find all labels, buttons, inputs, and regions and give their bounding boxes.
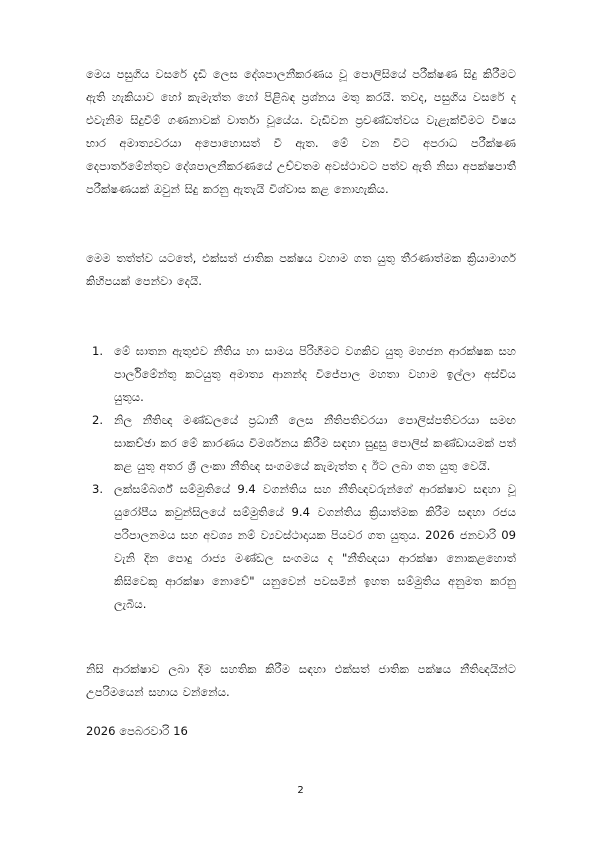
body-paragraph-2: මෙම තත්ත්ව යටතේ, එක්සත් ජාතික පක්ෂය වහාම ගත යුතු තීරණාත්මක ක්‍රියාමාර්ග කිහිපයක් පෙන්වා දෙයි. <box>86 251 516 288</box>
list-item-text: ලක්සම්බර්ග් සම්මුතියේ 9.4 වගන්තිය සහ නීතිඥවරුන්ගේ ආරක්ෂාව සඳහා වූ යුරෝපීය කවුන්සිලයේ සම්මුතියේ 9.4 වගන්තිය ක්‍රියාත්මක කිරීම සඳහා රජය පරිපාලනමය සහ අවශ්‍ය නම් ව්‍යවස්ථාදායක පියවර ගත යුතුය. 2026 ජනවාරි 09 වැනි දින පොදු රාජ්‍ය මණ්ඩල සංගමය ද "නීතිඥයා ආරක්ෂා නොකළහොත් කිසිවෙකු ආරක්ෂා නොවේ" යනුවෙන් පවසමින් ඉහත සම්මුතිය අනුමත කරනු ලැබීය. <box>114 482 516 611</box>
list-item-text: නිල නීතිඥ මණ්ඩලයේ ප්‍රධානී ලෙස නීතිපතිවරයා පොලිස්පතිවරයා සමඟ සාකච්ඡා කර මේ කාරණය විමර්ශනය කිරීම සඳහා සුදුසු පොලිස් කණ්ඩායමක් පත් කළ යුතු අතර ශ්‍රී ලංකා නීතිඥ සංගමයේ කැමැත්ත ද ඊට ලබා ගත යුතු වෙයි. <box>114 413 516 473</box>
list-item <box>86 340 516 409</box>
list-item <box>86 409 516 478</box>
numbered-list <box>86 340 516 616</box>
closing-paragraph: නිසි ආරක්ෂාව ලබා දීම සහතික කිරීම සඳහා එක්සත් ජාතික පක්ෂය නීතිඥයින්ට උපරිමයෙන් සහාය වන්නේය. <box>86 662 516 699</box>
list-item-number: 2. <box>92 413 104 427</box>
list-item-number: 3. <box>92 482 104 496</box>
list-item-number: 1. <box>92 344 104 358</box>
list-item-text: මේ ඝාතන ඇතුළුව නීතිය හා සාමය පිරිහීමට වගකිව යුතු මහජන ආරක්ෂක සහ පාර්ලිමේන්තු කටයුතු අමාත්‍ය ආනන්ද විජේපාල මහතා වහාම ඉල්ලා අස්විය යුතුය. <box>114 344 516 404</box>
document-date: 2026 පෙබරවාරි 16 <box>86 724 188 738</box>
body-paragraph-1: මෙය පසුගිය වසරේ දැඩි ලෙස දේශපාලනීකරණය වූ පොලිසියේ පරීක්ෂණ සිදු කිරීමට ඇති හැකියාව හෝ කැමැත්ත හෝ පිළිබඳ ප්‍රශ්නය මතු කරයි. තවද, පසුගිය වසරේ ද එවැනිම සිදුවීම් ගණනාවක් වාර්තා වූයේය. වැඩිවන ප්‍රචණ්ඩත්වය වැළැක්වීමට විෂය භාර අමාත්‍යවරයා අපොහොසත් වී ඇත. මේ වන විට අපරාධ පරීක්ෂණ දෙපාර්තමේන්තුව දේශපාලනීකරණයේ උච්චතම අවස්ථාවට පත්ව ඇති නිසා අපක්ෂපාතී පරීක්ෂණයක් ඔවුන් සිදු කරනු ඇතැයි විශ්වාස කළ නොහැකිය. <box>86 67 516 196</box>
list-item <box>86 478 516 616</box>
page-number: 2 <box>297 785 304 796</box>
